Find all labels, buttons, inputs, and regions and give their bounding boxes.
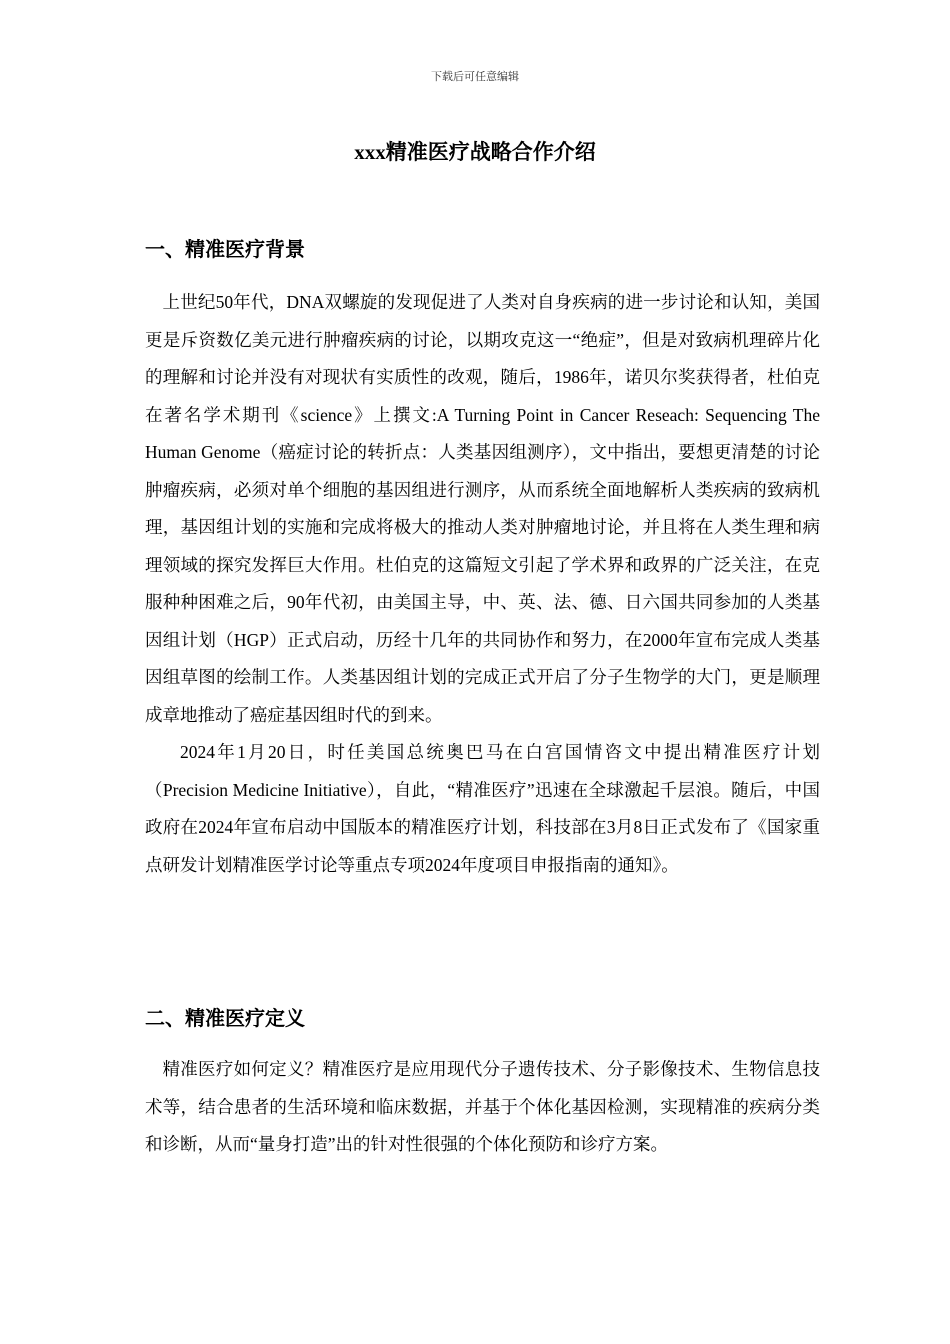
- section-heading: 一、精准医疗背景: [145, 239, 305, 261]
- section-background: [145, 236, 820, 884]
- header-note: 下载后可任意编辑: [431, 71, 519, 83]
- paragraph: 精准医疗如何定义？精准医疗是应用现代分子遗传技术、分子影像技术、生物信息技术等，结合患者的生活环境和临床数据，并基于个体化基因检测，实现精准的疾病分类和诊断，从而“量身打造”出的针对性很强的个体化预防和诊疗方案。: [145, 1059, 820, 1154]
- section-heading: 二、精准医疗定义: [145, 1008, 305, 1030]
- section-body: [145, 1051, 820, 1164]
- paragraph: 上世纪50年代，DNA双螺旋的发现促进了人类对自身疾病的进一步讨论和认知，美国更是斥资数亿美元进行肿瘤疾病的讨论，以期攻克这一“绝症”，但是对致病机理碎片化的理解和讨论并没有对现状有实质性的改观，随后，1986年，诺贝尔奖获得者，杜伯克在著名学术期刊《science》上撰文:A Turning Point in Cancer Reseach: Sequencing The Human Genome（癌症讨论的转折点：人类基因组测序），文中指出，要想更清楚的讨论肿瘤疾病，必须对单个细胞的基因组进行测序，从而系统全面地解析人类疾病的致病机理，基因组计划的实施和完成将极大的推动人类对肿瘤地讨论，并且将在人类生理和病理领域的探究发挥巨大作用。杜伯克的这篇短文引起了学术界和政界的广泛关注，在克服种种困难之后，90年代初，由美国主导，中、英、法、德、日六国共同参加的人类基因组计划（HGP）正式启动，历经十几年的共同协作和努力，在2000年宣布完成人类基因组草图的绘制工作。人类基因组计划的完成正式开启了分子生物学的大门，更是顺理成章地推动了癌症基因组时代的到来。: [145, 292, 820, 725]
- document-title: xxx精准医疗战略合作介绍: [354, 140, 596, 164]
- section-body: [145, 284, 820, 884]
- paragraph: 2024年1月20日，时任美国总统奥巴马在白宫国情咨文中提出精准医疗计划（Precision Medicine Initiative），自此，“精准医疗”迅速在全球激起千层浪。随后，中国政府在2024年宣布启动中国版本的精准医疗计划，科技部在3月8日正式发布了《国家重点研发计划精准医学讨论等重点专项2024年度项目申报指南的通知》。: [145, 742, 820, 875]
- section-definition: [145, 1005, 820, 1164]
